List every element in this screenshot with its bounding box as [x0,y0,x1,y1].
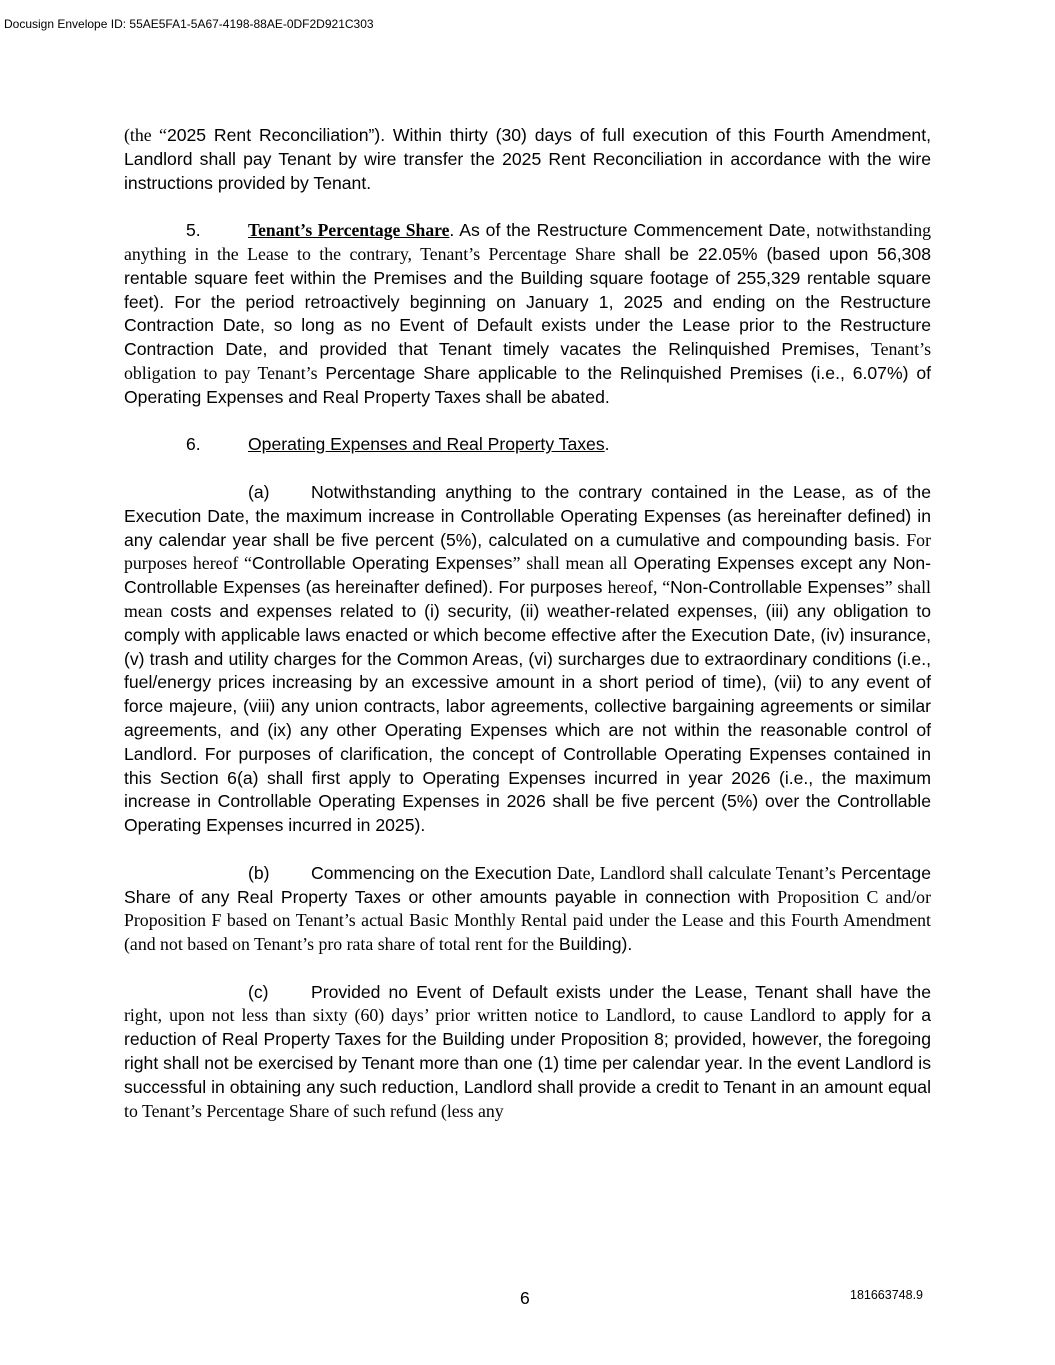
section-6a-text-1: Notwithstanding anything to the contrary contained in the Lease, as of the Execution Date, the maximum increase in Controllable Operating Expenses (as hereinafter defined) in any calendar year shall be five percent (5%), calculated on a cumulative and compounding basis. [124,481,931,550]
section-6c-label: (c) [248,981,269,1002]
section-6a-text-5: Operating Expenses except any Non-Controllable Expenses (as hereinafter defined). For purposes [124,553,931,598]
section-6b-paragraph [124,862,931,957]
section-6a-text-9: costs and expenses related to (i) security, (ii) weather-related expenses, (iii) any obligation to comply with applicable laws enacted or which become effective after the Execution Date, (iv) insurance, (v) trash and utility charges for the Common Areas, (vi) surcharges due to extraordinary conditions (i.e., fuel/energy prices increasing by an excessive amount in a short period of time), (vii) to any event of force majeure, (viii) any union contracts, labor agreements, collective bargaining agreements or similar agreements, and (ix) any other Operating Expenses which are not within the reasonable control of Landlord. For purposes of clarification, the concept of Controllable Operating Expenses contained in this Section 6(a) shall first apply to Operating Expenses incurred in year 2026 (i.e., the maximum increase in Controllable Operating Expenses in 2026 shall be five percent (5%) over the Controllable Operating Expenses incurred in 2025). [124,600,931,836]
intro-term: 2025 Rent Reconciliation [166,125,369,145]
section-5-text-b: notwithstanding anything in the Lease to the contrary, Tenant’s Percentage Share [124,220,931,264]
section-6b-text-4: Proposition C and/or Proposition F based on Tenant’s actual Basic Monthly Rental paid under the Lease and this Fourth Amendment (and not based on Tenant’s pro rata share of total rent for the [124,886,931,955]
section-5-text-a: . As of the Restructure Commencement Date, [449,220,817,241]
section-6a-text-8: ” shall mean [124,577,931,621]
document-body [124,124,931,1123]
section-6-number: 6. [186,434,201,455]
section-6a-text-6: hereof, “ [607,577,671,598]
section-6b-label: (b) [248,862,270,883]
section-6a-paragraph [124,481,931,838]
intro-lead: (the “ [124,125,167,145]
section-6-heading-paragraph [124,433,931,457]
intro-rest: ”). Within thirty (30) days of full execution of this Fourth Amendment, Landlord shall pay Tenant by wire transfer the 2025 Rent Reconciliation in accordance with the wire instructions provided by Tenant. [124,125,931,193]
section-5-text-e: Percentage Share applicable to the Relinquished Premises (i.e., 6.07%) of Operating Expenses and Real Property Taxes shall be abated. [124,362,931,407]
intro-paragraph [124,124,931,195]
document-id: 181663748.9 [850,1288,923,1302]
section-6c-text-4: to Tenant’s Percentage Share of such refund (less any [124,1100,504,1121]
page-number: 6 [520,1288,530,1308]
section-5-text-d: Tenant’s obligation to pay Tenant’s [124,339,931,383]
section-6c-paragraph [124,981,931,1124]
section-6b-text-3: Percentage Share of any Real Property Taxes or other amounts payable in connection with [124,862,931,907]
section-6b-text-1: Commencing on the Execution [311,862,557,883]
section-5-number: 5. [186,220,201,241]
section-5-paragraph [124,219,931,409]
section-6a-text-4: ” shall mean all [512,553,628,574]
section-6c-text-3: apply for a reduction of Real Property Taxes for the Building under Proposition 8; provided, however, the foregoing right shall not be exercised by Tenant more than one (1) time per calendar year. In the event Landlord is successful in obtaining any such reduction, Landlord shall provide a credit to Tenant in an amount equal [124,1005,931,1097]
section-6a-label: (a) [248,481,270,502]
envelope-id: Docusign Envelope ID: 55AE5FA1-5A67-4198-88AE-0DF2D921C303 [4,17,374,31]
section-6b-text-5: Building). [553,934,633,955]
section-6c-text-2: right, upon not less than sixty (60) days’ prior written notice to Landlord, to cause Landlord to [124,1005,837,1026]
section-6b-text-2: Date, Landlord shall calculate Tenant’s [556,862,836,883]
section-6-heading-end: . [604,434,610,455]
section-5-text-c: shall be 22.05% (based upon 56,308 rentable square feet within the Premises and the Building square footage of 255,329 rentable square feet). For the period retroactively beginning on January 1, 2025 and ending on the Restructure Contraction Date, so long as no Event of Default exists under the Lease prior to the Restructure Contraction Date, and provided that Tenant timely vacates the Relinquished Premises, [124,243,931,360]
section-6c-text-1: Provided no Event of Default exists under the Lease, Tenant shall have the [311,981,931,1002]
section-5-heading: Tenant’s Percentage Share [248,220,450,241]
section-6a-text-7: Non-Controllable Expenses [670,577,885,598]
section-6-heading: Operating Expenses and Real Property Taxes [248,434,605,455]
section-6a-text-3: Controllable Operating Expenses [251,553,513,574]
section-6a-text-2: For purposes hereof “ [124,529,931,574]
